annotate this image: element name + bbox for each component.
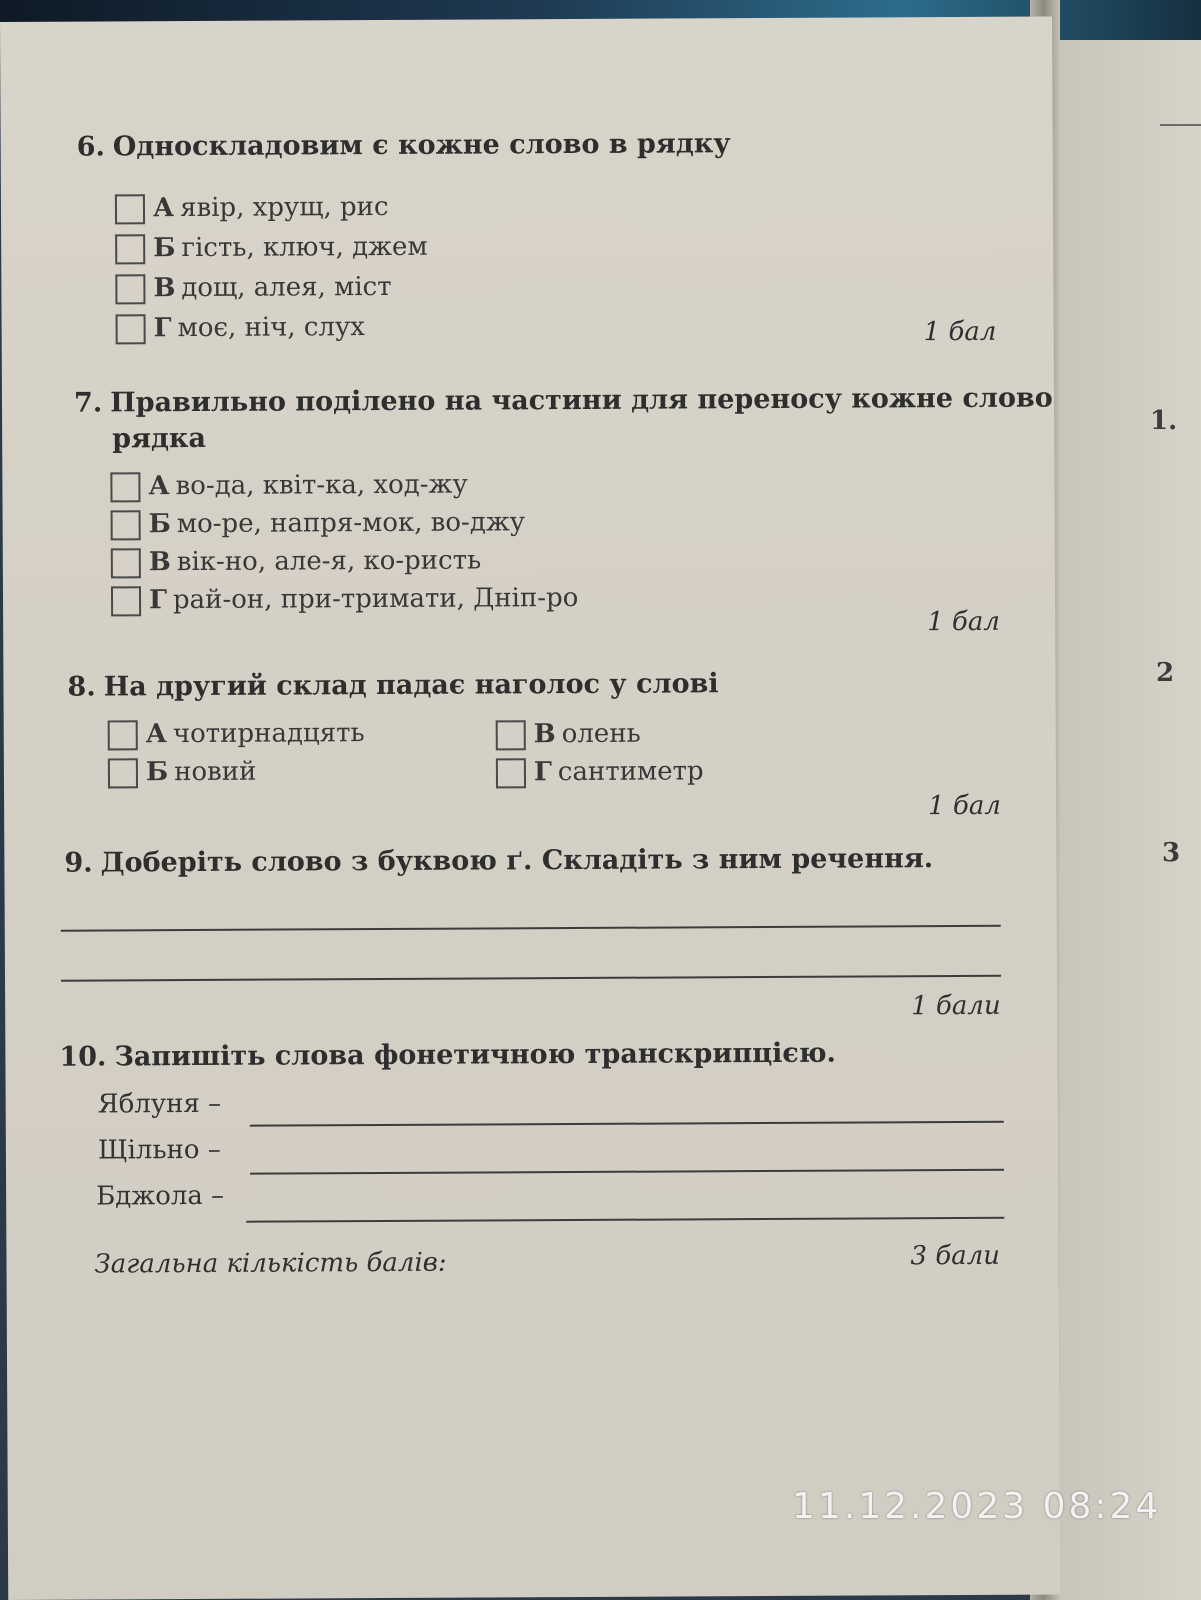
question-number: 8.	[67, 671, 96, 703]
q7-option-a[interactable]	[110, 468, 467, 504]
option-letter: В	[153, 273, 176, 304]
question-text: На другий склад падає наголос у слові	[103, 668, 719, 703]
question-6	[77, 124, 1077, 165]
q6-option-a[interactable]	[115, 190, 389, 225]
photo-timestamp: 11.12.2023 08:24	[792, 1486, 1162, 1527]
question-number: 9.	[64, 847, 93, 879]
q6-score: 1 бал	[923, 316, 997, 348]
word-label: Бджола –	[96, 1180, 225, 1212]
question-10-title	[59, 1034, 1059, 1075]
question-number: 7.	[73, 387, 103, 419]
checkbox[interactable]	[111, 510, 141, 540]
next-page-number-1: 1.	[1150, 406, 1178, 436]
option-letter: Б	[153, 233, 176, 264]
q6-option-d[interactable]	[116, 310, 366, 345]
q7-option-c[interactable]	[111, 543, 482, 579]
option-text: мо-ре, напря-мок, во-джу	[176, 507, 526, 540]
transcription-line-3[interactable]	[246, 1217, 1004, 1223]
option-text: новий	[174, 756, 257, 788]
option-letter: Б	[145, 757, 169, 788]
q8-option-c[interactable]	[496, 717, 641, 752]
option-letter: Г	[533, 757, 552, 788]
option-letter: А	[152, 193, 175, 224]
checkbox[interactable]	[108, 758, 138, 788]
q7-option-b[interactable]	[111, 505, 526, 541]
option-text: дощ, алея, міст	[181, 271, 392, 304]
q8-option-b[interactable]	[108, 755, 257, 790]
total-label: Загальна кількість балів:	[94, 1247, 447, 1280]
question-8-title	[67, 664, 1067, 705]
next-page-number-2: 2	[1156, 658, 1175, 688]
question-7	[74, 380, 1074, 457]
word-label: Щільно –	[97, 1134, 221, 1166]
checkbox[interactable]	[110, 472, 140, 502]
q8-option-a[interactable]	[108, 716, 365, 751]
option-letter: В	[533, 719, 556, 750]
q6-option-b[interactable]	[115, 230, 428, 266]
option-text: рай-он, при-тримати, Дніп-ро	[172, 582, 579, 616]
transcription-line-1[interactable]	[250, 1121, 1004, 1127]
question-text: Односкладовим є кожне слово в рядку	[112, 128, 731, 163]
total-score: 3 бали	[910, 1240, 1001, 1272]
option-letter: Г	[153, 313, 172, 344]
answer-line-1[interactable]	[61, 925, 1001, 932]
question-number: 6.	[76, 131, 105, 163]
option-text: олень	[561, 718, 641, 750]
option-text: чотирнадцять	[172, 718, 365, 750]
question-9-title	[64, 840, 1064, 881]
transcription-line-2[interactable]	[250, 1169, 1004, 1175]
option-letter: Г	[148, 585, 168, 616]
checkbox[interactable]	[111, 586, 141, 616]
worksheet-page	[0, 16, 1060, 1599]
checkbox[interactable]	[115, 274, 145, 304]
q8-option-d[interactable]	[496, 754, 704, 789]
checkbox[interactable]	[115, 234, 145, 264]
question-10	[59, 1034, 1059, 1075]
option-text: вік-но, але-я, ко-ристь	[176, 545, 482, 578]
option-text: во-да, квіт-ка, ход-жу	[175, 469, 468, 502]
question-6-title	[77, 124, 1077, 165]
next-page-rule	[1160, 124, 1201, 126]
checkbox[interactable]	[111, 548, 141, 578]
question-text: Запишіть слова фонетичною транскрипцією.	[114, 1037, 836, 1073]
q8-score: 1 бал	[928, 790, 1001, 822]
next-page-edge	[1052, 40, 1201, 1600]
question-7-title	[74, 380, 1074, 421]
answer-line-2[interactable]	[61, 975, 1001, 982]
option-letter: А	[145, 719, 167, 750]
option-letter: Б	[148, 509, 171, 540]
checkbox[interactable]	[115, 194, 145, 224]
q9-score: 1 бали	[911, 990, 1001, 1022]
q7-score: 1 бал	[927, 606, 1000, 638]
question-9	[64, 840, 1064, 881]
option-text: явір, хрущ, рис	[180, 191, 389, 224]
checkbox[interactable]	[108, 720, 138, 750]
word-label: Яблуня –	[97, 1088, 222, 1120]
checkbox[interactable]	[496, 720, 526, 750]
checkbox[interactable]	[116, 314, 146, 344]
option-letter: А	[148, 471, 170, 502]
question-number: 10.	[59, 1041, 107, 1073]
question-text: Доберіть слово з буквою ґ. Складіть з ним речення.	[100, 843, 934, 879]
question-text: Правильно поділено на частини для переносу кожне слово	[110, 382, 1053, 419]
checkbox[interactable]	[496, 758, 526, 788]
next-page-number-3: 3	[1162, 838, 1181, 868]
q7-option-d[interactable]	[111, 581, 578, 617]
q6-option-c[interactable]	[115, 270, 391, 305]
option-text: сантиметр	[557, 756, 704, 788]
question-7-title-continued: рядка	[112, 422, 207, 455]
option-letter: В	[148, 547, 171, 578]
question-8	[67, 664, 1067, 705]
option-text: моє, ніч, слух	[177, 312, 366, 344]
option-text: гість, ключ, джем	[181, 231, 428, 264]
